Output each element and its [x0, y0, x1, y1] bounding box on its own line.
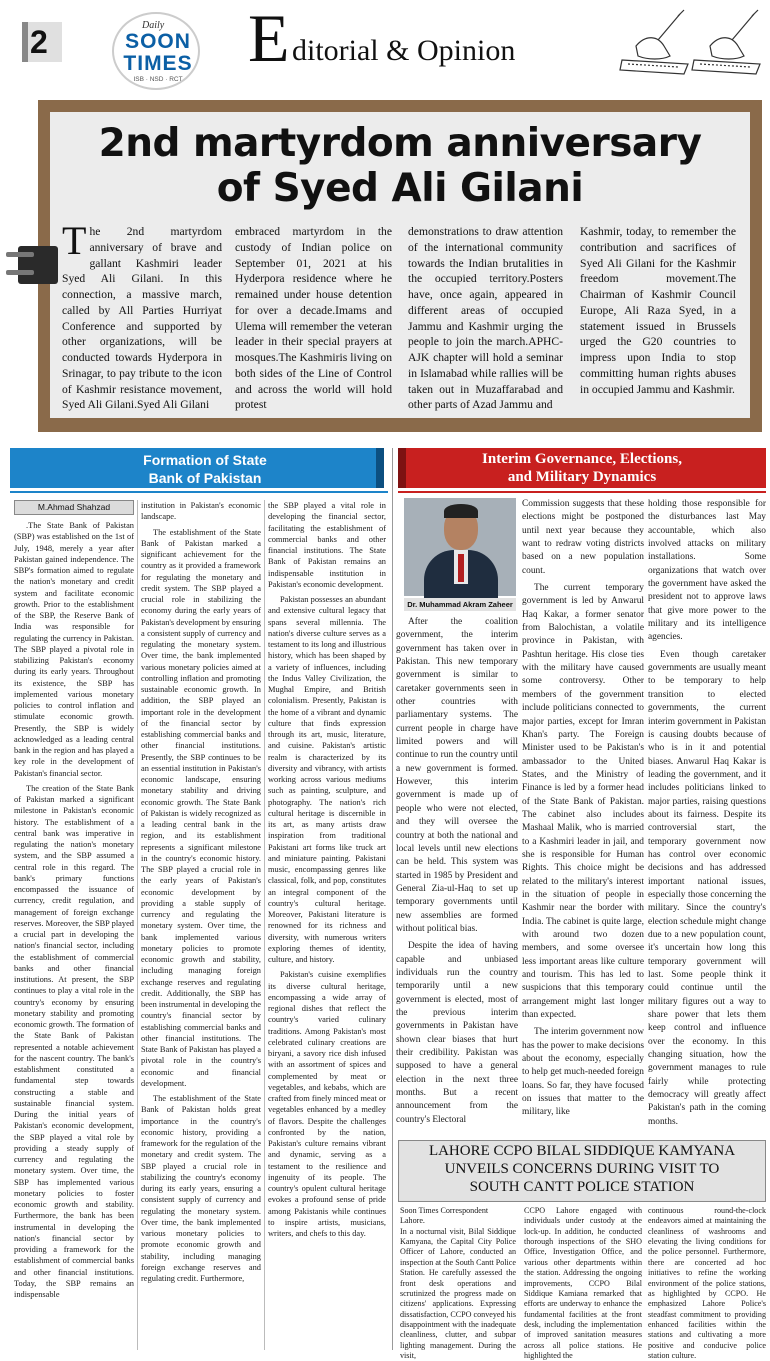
lead-column-2	[235, 224, 392, 416]
news-dateline: Soon Times Correspondent	[400, 1206, 489, 1215]
drop-cap: T	[62, 218, 87, 263]
binder-clip	[4, 238, 64, 290]
news-column-2: CCPO Lahore engaged with individuals under custody at the lock-up. In addition, he conducted thorough inspections of the SHO Office, Investigation Office, and various other departments within the station. Addressing the ongoing improvements, CCPO Bilal Siddique Kamiana remarked that efforts are underway to enhance the fundamental facilities at the front desk, including the implementation of improved sanitation measures across all police stations. He highlighted the	[524, 1206, 642, 1361]
lead-title-line-2: of Syed Ali Gilani	[216, 166, 584, 211]
left-article-column-1: .The State Bank of Pakistan (SBP) was established on the 1st of July, 1948, merely a year after Pakistan gained independence. The SBP's formation aimed to regulate the nation's monetary and credit system and facilitate economic growth. Prior to the establishment of the SBP, the Reserve Bank of India was responsible for regulating the currency in Pakistan. The SBP played a pivotal role in stabilizing Pakistan's economy during its early years. Throughout its existence, the SBP has implemented various monetary policies to control inflation and stimulate economic growth. Presently, the SBP is widely acknowledged as a leading central bank in the region and has played a key role in the development of Pakistan's financial sector. The creation of the State Bank of Pakistan marked a significant milestone in Pakistan's economic history. The establishment of a central bank was imperative in regulating the nation's monetary system, and the SBP assumed a central role in this regard. The bank's primary functions encompassed the issuance of currency, credit regulation, and management of foreign exchange reserves. Moreover, the SBP played a crucial part in developing the nation's financial sector, including the establishment of commercial banks and other financial institutions. At present, the SBP continues to play a vital role in the country's economy by ensuring monetary stability and promoting economic growth. The formation of the State Bank of Pakistan represented a notable achievement for the nascent country. The bank's establishment constituted a fundamental step towards constructing a stable and sustainable financial system. During the initial years of Pakistan's economic development, the SBP played a vital role by providing a steady supply of currency and regulating the monetary system. Over time, the SBP has implemented various monetary policies to foster economic growth and stability. Furthermore, the bank has been instrumental in developing the nation's financial sector by providing a framework for the establishment of commercial banks and other financial institutions. Today, the SBP remains an indispensable	[14, 521, 134, 1299]
lead-column-3	[408, 224, 563, 416]
lead-title-line-1: 2nd martyrdom anniversary	[98, 121, 702, 166]
writing-hands-illustration	[618, 6, 764, 80]
lead-column-3-text: demonstrations to draw attention of the international community towards the Indian brutalities in the occupied territory.Posters have, once again, appeared in different areas of occupied Jammu and Kashmir urging the people to join the march.APHC-AJK chapter will hold a seminar in Islamabad while rallies will be taken out in Muzaffarabad and other parts of Azad Jammu and	[408, 225, 563, 412]
logo-name-top: SOON	[125, 30, 191, 53]
left-article-column-2: institution in Pakistan's economic landscape. The establishment of the State Bank of Pakistan marked a significant achievement for the country as it provided a framework for regulating the monetary and credit system. The SBP played a crucial role in stabilizing the economy during the early years of Pakistan's development by ensuring a consistent supply of currency and regulating the monetary system. Over time, the bank implemented various monetary policies aimed at controlling inflation and promoting sustainable economic growth. In addition, the SBP played an important role in the development of the financial sector by establishing commercial banks and other financial institutions. Presently, the SBP continues to be an essential institution in Pakistan's economic landscape, ensuring monetary stability and driving economic growth. The State Bank of Pakistan is widely recognized as a leading central bank in the region, and its establishment represents a significant milestone in the country's economic history. The SBP played a crucial role in the early years of Pakistan's economic development by providing a stable supply of currency and regulating the monetary system. Over time, the bank implemented various monetary policies to promote economic growth and stability, including managing foreign exchange reserves and regulating credit. Additionally, the SBP has been instrumental in developing the country's financial sector by establishing commercial banks and other financial institutions. The State Bank of Pakistan has played a pivotal role in the country's economic and financial development. The establishment of the State Bank of Pakistan holds great importance in the country's economic history, providing a framework for the regulation of the monetary and credit system. The SBP played a crucial role in stabilizing the country's economy during its early years, ensuring a consistent supply of currency and regulating the monetary system. Over time, the bank implemented various monetary policies to promote economic growth and stability, including managing foreign exchange reserves and regulating credit. Furthermore,	[141, 501, 262, 1283]
column-divider	[392, 448, 393, 1350]
left-article-column-3: the SBP played a vital role in developing the financial sector, facilitating the establishment of commercial banks and other financial institutions. The State Bank of Pakistan remains an indispensable institution in Pakistan's economic development. Pakistan possesses an abundant and extensive cultural legacy that spans several millennia. The nation's diverse culture serves as a testament to its long and illustrious history, which has been shaped by a variety of influences, including the Indus Valley Civilization, the Mughal Empire, and British colonialism. Presently, Pakistan is the home of a vibrant and dynamic culture that finds expression through its art, music, literature, and cuisine. Pakistan's artistic realm is characterized by its diversity and vibrancy, with artists working across various mediums such as painting, sculpture, and photography. The nation's rich cultural heritage is discernible in its art, as many artists draw inspiration from traditional Pakistani art forms like truck art and miniature painting. Pakistani music, encompassing genres like classical, folk, and pop, constitutes an integral component of the country's cultural heritage. Moreover, Pakistani literature is renowned for its richness and diversity, with numerous writers exploring themes of identity, culture, and history. Pakistan's cuisine exemplifies its diverse cultural heritage, encompassing a wide array of regional dishes that reflect the country's varied culinary traditions. Among Pakistan's most celebrated culinary creations are biryani, a savory rice dish infused with an assortment of spices and complemented by meat or vegetables, and kebabs, which are crafted from finely minced meat or vegetables enhanced by a medley of flavors. Despite the challenges confronted by the nation, Pakistan's culture remains vibrant and dynamic, serving as a testament to the resilience and ingenuity of its people. The country's opulent cultural heritage evokes a profound sense of pride among Pakistanis while continues to inspire artists, musicians, writers, and chefs to this day.	[268, 501, 386, 1238]
right-article-title-line-2: and Military Dynamics	[507, 469, 657, 485]
lead-column-1	[62, 218, 222, 416]
right-article-title-line-1: Interim Governance, Elections,	[482, 451, 682, 467]
right-article-column-1: After the coalition government, the interim government has taken over in Pakistan. This new temporary government is similar to caretaker governments seen in other countries with parliamentary systems. The current people in charge have limited powers and will continue to run the country until a new government is formed. However, this interim government is made up of people who were not elected, and they will oversee the country at both the national and local levels until new elections can be held. This system was started in 1985 by President and General Zia-ul-Haq to set up temporary governments until new assemblies are formed without political bias. Despite the idea of having capable and unbiased individuals run the country temporarily until a new government is elected, most of the previous interim governments in Pakistan have shown clear biases that hurt their credibility. Pakistan was supposed to have a general election in the next three months. But a recent announcement from the country's Electoral	[396, 617, 518, 1125]
lead-column-4-text: Kashmir, today, to remember the contribution and sacrifices of Syed Ali Gilani for the Kashmir freedom movement.The Chairman of Kashmir Council Europe, Ali Raza Syed, in a statement issued in Brussels urged the G20 countries to impress upon India to stop committing human rights abuses in occupied Jammu and Kashmir.	[580, 225, 736, 396]
logo-name-bottom: TIMES	[123, 52, 193, 75]
lead-column-2-text: embraced martyrdom in the custody of Indian police on September 01, 2021 at his Hyderpora residence where he remained under house detention for over a decade.Imams and Ulema will remember the veteran leader in their special prayers at mosques.The Kashmiris living on both sides of the Line of Control and across the world will hold protest	[235, 225, 392, 412]
news-headline-line-1: LAHORE CCPO BILAL SIDDIQUE KAMYANA	[428, 1143, 736, 1159]
news-column-1: Soon Times Correspondent Lahore. In a nocturnal visit, Bilal Siddique Kamyana, the Capital City Police Officer of Lahore, conducted an inspection at the South Cantt Police Station. He carefully assessed the front desk operations and scrutinized the progress made on citizens' applications. Expressing dissatisfaction, CCPO conveyed his disappointment with the inadequate cleanliness, clutter, and subpar lighting management. During the visit,	[400, 1206, 516, 1361]
left-article-title-line-1: Formation of State	[143, 452, 267, 468]
masthead-logo	[112, 12, 200, 90]
author-photo	[404, 498, 516, 596]
lead-column-4	[580, 224, 736, 416]
news-headline-line-2: UNVEILS CONCERNS DURING VISIT TO	[444, 1161, 720, 1177]
left-article-title-line-2: Bank of Pakistan	[148, 470, 262, 486]
news-column-3: continuous round-the-clock endeavors aimed at maintaining the cleanliness of washrooms and elevating the living conditions for the police personnel. Furthermore, there are concerted ad hoc initiatives to refine the working environment of the police stations, as highlighted by CCPO. He emphasized Lahore Police's steadfast commitment to providing enhanced facilities within the stations and cultivating a more positive and conducive police station culture.	[648, 1206, 766, 1361]
right-article-column-2: Commission suggests that these elections might be postponed until next year because they want to redraw voting districts based on a new population count. The current temporary government is led by Anwarul Haq Kakar, a former senator from Balochistan, a volatile province in Pakistan, with Pashtun heritage. His close ties with the military have caused some controversy. Other members of the government include politicians connected to major parties, except for Imran Khan's party. The Foreign Minister used to be Pakistan's ambassador to the United States, and the Ministry of Finance is led by a former head of the State Bank of Pakistan. The cabinet also includes Mashaal Malik, who is married to a Kashmiri leader in jail, and she is responsible for Human Rights. This choice might be related to the military's interest in the situation of people in Kashmir near the border with India. The cabinet is quite large, with around two dozen members, and some oversee less important areas like culture and tourism. This has led to suspicions that this temporary arrangement might last longer than expected. The interim government now has the power to make decisions about the economy, especially to help get much-needed foreign loans. So far, they have focused on issues that matter to the military, like	[522, 499, 644, 1118]
right-article-column-3: holding those responsible for the disturbances last May accountable, which also involved attacks on military installations. Some organizations that watch over the government have asked the president not to approve laws that give more power to the military and its intelligence agencies. Even though caretaker governments are usually meant to be temporary to help transition to elected governments, the current interim government in Pakistan is causing doubts because of who is in it and potential biases. Anwarul Haq Kakar is leading the government, and it includes politicians linked to major parties, raising questions about its fairness. Despite its controversial start, the temporary government now has control over economic decisions and has addressed important national issues, especially those concerning the military. Since the country's election schedule might change due to a new population count, it's uncertain how long this temporary government will last. Some people think it could continue until the military figures out a way to share power that lets them keep control and influence over the economy. In this changing situation, how the government manages to rule fairly while protecting democracy will greatly affect Pakistan's path in the coming months.	[648, 499, 766, 1127]
logo-daily: Daily	[142, 20, 165, 31]
page-number: 2	[30, 24, 48, 60]
left-article-author: M.Ahmad Shahzad	[14, 500, 134, 515]
right-article-author: Dr. Muhammad Akram Zaheer	[404, 598, 516, 611]
lead-column-1-text: he 2nd martyrdom anniversary of brave and gallant Kashmiri leader Syed Ali Gilani. In this connection, a massive march, called by All Parties Hurriyat Conference and supported by other organizations, will be conducted towards Hyderpora in Srinagar, to pay tribute to the icon of Kashmir resistance movement, Syed Ali Gilani.Syed Ali Gilani	[62, 225, 222, 412]
section-title: ditorial & Opinion	[292, 34, 516, 67]
logo-tagline: ISB · NSD · RCT	[133, 76, 183, 83]
news-headline-line-3: SOUTH CANTT POLICE STATION	[469, 1179, 695, 1195]
section-initial: E	[248, 0, 290, 76]
